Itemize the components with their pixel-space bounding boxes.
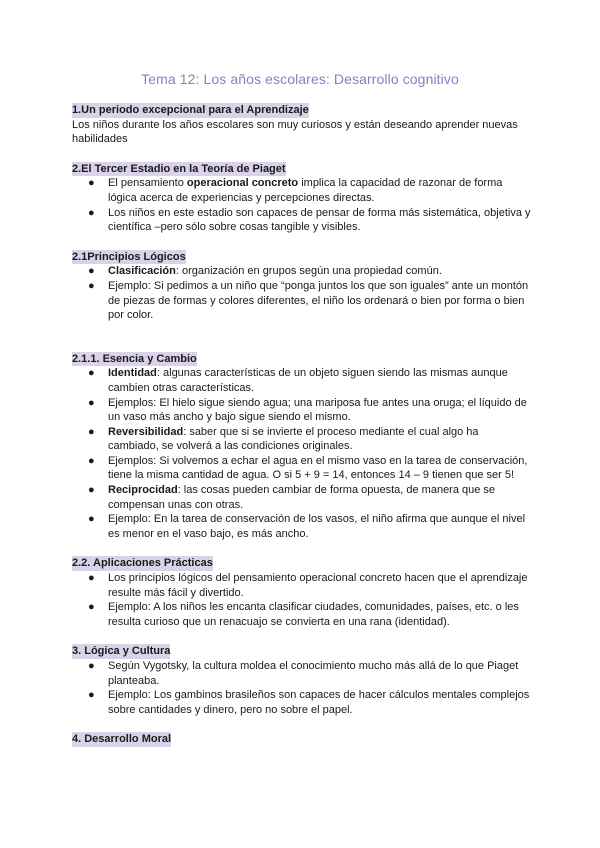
section-heading: 3. Lógica y Cultura [72, 645, 171, 658]
bullet-list [72, 176, 532, 234]
bullet-list [72, 659, 532, 717]
bullet-icon: ● [88, 206, 95, 219]
list-item: ● Según Vygotsky, la cultura moldea el conocimiento mucho más allá de lo que Piaget planteaba. [88, 660, 519, 687]
section-2-1 [72, 250, 532, 323]
bullet-icon: ● [88, 425, 95, 438]
document-body [72, 103, 532, 747]
section-3 [72, 644, 532, 717]
bullet-icon: ● [88, 367, 95, 380]
list-item: ● Ejemplo: En la tarea de conservación de los vasos, el niño afirma que aunque el nivel es menor en el vaso bajo, es más ancho. [88, 513, 526, 540]
list-item: ● El pensamiento operacional concreto implica la capacidad de razonar de forma lógica acerca de experiencias y percepciones directas. [88, 177, 503, 204]
list-item: ● Ejemplo: Los gambinos brasileños son capaces de hacer cálculos mentales complejos sobre cantidades y dinero, pero no sobre el papel. [88, 689, 530, 716]
bullet-list [72, 571, 532, 629]
section-2-1-1 [72, 352, 532, 542]
section-4 [72, 732, 532, 747]
bullet-icon: ● [88, 279, 95, 292]
list-item: ● Identidad: algunas características de un objeto siguen siendo las mismas aunque cambien otras características. [88, 367, 508, 394]
list-item: ● Ejemplo: A los niños les encanta clasificar ciudades, comunidades, países, etc. o les resulta curioso que un renacuajo se convierta en una rana (identidad). [88, 601, 519, 628]
bullet-list [72, 366, 532, 541]
bullet-icon: ● [88, 396, 95, 409]
bullet-icon: ● [88, 177, 95, 190]
list-item: ● Los principios lógicos del pensamiento operacional concreto hacen que el aprendizaje resulte más fácil y divertido. [88, 572, 528, 599]
document-title: Tema 12: Los años escolares: Desarrollo cognitivo [141, 71, 459, 87]
section-heading: 2.2. Aplicaciones Prácticas [72, 557, 213, 570]
section-heading: 4. Desarrollo Moral [72, 733, 172, 746]
list-item: ● Reversibilidad: saber que si se invierte el proceso mediante el cual algo ha cambiado, se volverá a las condiciones originales. [88, 425, 479, 453]
section-1 [72, 103, 532, 147]
section-2 [72, 162, 532, 235]
bullet-icon: ● [88, 660, 95, 672]
section-paragraph: Los niños durante los años escolares son muy curiosos y están deseando aprender nuevas habilidades [72, 118, 518, 146]
bullet-icon: ● [88, 601, 95, 614]
list-item: ● Ejemplos: El hielo sigue siendo agua; una mariposa fue antes una oruga; el líquido de un vaso más ancho y bajo sigue siendo el mismo. [88, 396, 527, 424]
list-item: ● Los niños en este estadio son capaces de pensar de forma más sistemática, objetiva y científica –pero sólo sobre cosas tangible y visibles. [88, 206, 531, 234]
section-heading: 2.1.1. Esencia y Cambio [72, 352, 197, 365]
section-heading: 1.Un periodo excepcional para el Aprendizaje [72, 104, 309, 116]
bullet-icon: ● [88, 689, 95, 702]
bullet-icon: ● [88, 265, 95, 278]
list-item: ● Reciprocidad: las cosas pueden cambiar de forma opuesta, de manera que se compensan unas con otras. [88, 484, 496, 511]
bullet-list [72, 264, 532, 322]
section-heading: 2.1Principios Lógicos [72, 250, 186, 263]
bullet-icon: ● [88, 454, 95, 467]
bullet-icon: ● [88, 572, 95, 585]
section-heading: 2.El Tercer Estadio en la Teoría de Piaget [72, 162, 286, 175]
section-2-2 [72, 556, 532, 629]
list-item: ● Clasificación: organización en grupos según una propiedad común. [88, 265, 442, 278]
bullet-icon: ● [88, 513, 95, 526]
list-item: ● Ejemplos: Si volvemos a echar el agua en el mismo vaso en la tarea de conservación, tiene la misma cantidad de agua. O si 5 + 9 = 14, entonces 14 – 9 tienen que ser 5! [88, 454, 528, 482]
list-item: ● Ejemplo: Si pedimos a un niño que “ponga juntos los que son iguales” ante un montón de piezas de formas y colores diferentes, el niño los ordenará o bien por forma o bien por color. [88, 279, 529, 322]
bullet-icon: ● [88, 484, 95, 497]
